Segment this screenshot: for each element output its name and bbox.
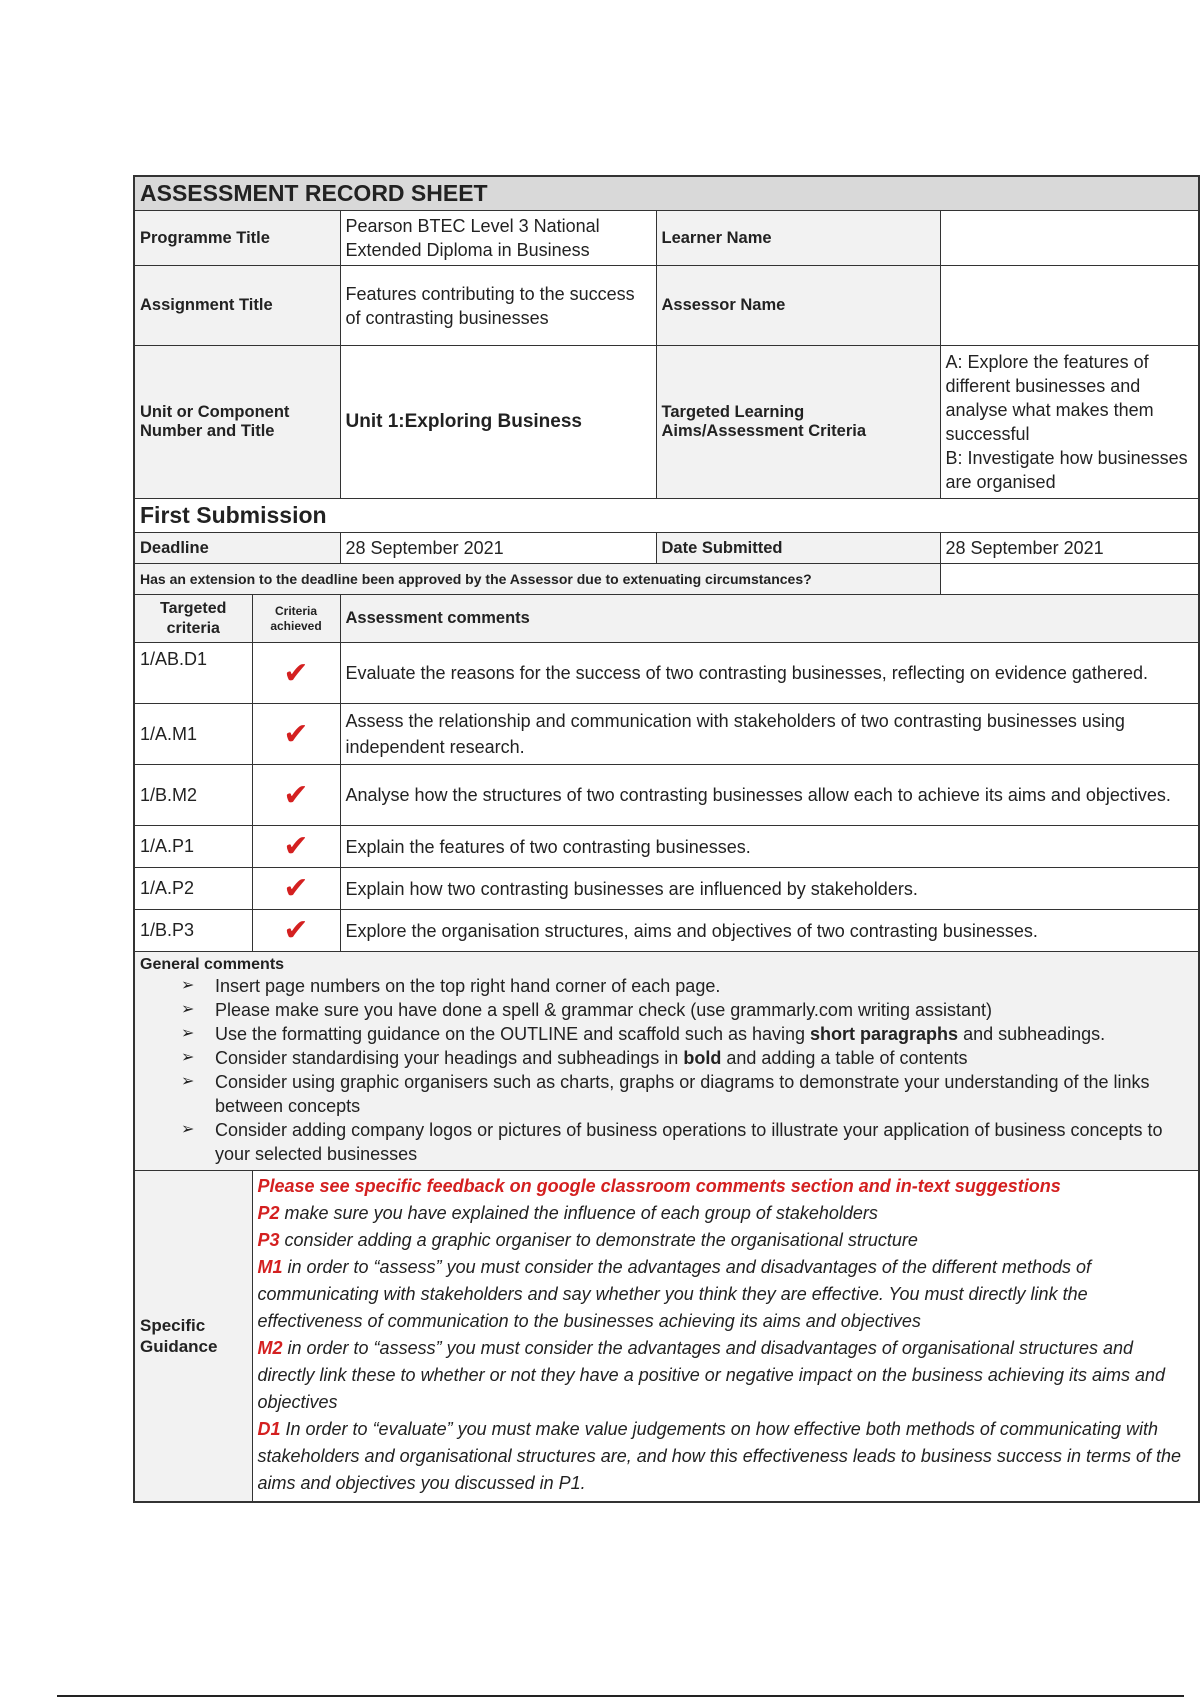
- arrow-bullet-icon: ➢: [181, 1001, 195, 1018]
- criteria-code: 1/B.P3: [134, 910, 252, 952]
- deadline-value: 28 September 2021: [340, 533, 656, 564]
- arrow-bullet-icon: ➢: [181, 1073, 195, 1090]
- criteria-row: [134, 643, 1199, 704]
- unit-value: Unit 1:Exploring Business: [340, 346, 656, 499]
- criteria-achieved-header: Criteria achieved: [252, 595, 340, 643]
- achieved-check-icon: ✔: [252, 704, 340, 765]
- guidance-item: M1 in order to “assess” you must consider the advantages and disadvantages of the different methods of communicating with stakeholders and say whether you think they are effective. You must directly link the effectiveness of communication to the businesses achieving its aims and objectives: [257, 1257, 1091, 1331]
- criteria-code: 1/B.M2: [134, 765, 252, 826]
- extension-value[interactable]: [940, 564, 1199, 595]
- assessor-name-value[interactable]: [940, 266, 1199, 346]
- criteria-row: [134, 765, 1199, 826]
- criteria-header-row: [134, 595, 1199, 643]
- targeted-criteria-header: Targeted criteria: [134, 595, 252, 643]
- criteria-row: [134, 826, 1199, 868]
- criteria-code: 1/A.P1: [134, 826, 252, 868]
- arrow-bullet-icon: ➢: [181, 1049, 195, 1066]
- programme-title-label: Programme Title: [134, 211, 340, 266]
- general-comment-item: ➢ Consider adding company logos or pictures of business operations to illustrate your application of business concepts to your selected businesses: [181, 1120, 1163, 1164]
- unit-row: [134, 346, 1199, 499]
- criteria-comment: Evaluate the reasons for the success of two contrasting businesses, reflecting on evidence gathered.: [340, 643, 1199, 704]
- general-comment-item: ➢ Please make sure you have done a spell & grammar check (use grammarly.com writing assistant): [181, 1000, 992, 1020]
- criteria-row: [134, 868, 1199, 910]
- assignment-row: [134, 266, 1199, 346]
- assignment-title-value: Features contributing to the success of contrasting businesses: [340, 266, 656, 346]
- assessment-comments-header: Assessment comments: [340, 595, 1199, 643]
- general-comments-title: General comments: [140, 956, 285, 973]
- guidance-item: D1 In order to “evaluate” you must make value judgements on how effective both methods of communicating with stakeholders and organisational structures are, and how this effectiveness leads to business success in terms of the aims and objectives you discussed in P1.: [257, 1419, 1181, 1493]
- general-comment-item: ➢ Use the formatting guidance on the OUTLINE and scaffold such as having short paragraphs and subheadings.: [181, 1024, 1106, 1044]
- arrow-bullet-icon: ➢: [181, 977, 195, 994]
- assessor-name-label: Assessor Name: [656, 266, 940, 346]
- guidance-item: P2 make sure you have explained the influence of each group of stakeholders: [257, 1203, 878, 1223]
- assignment-title-label: Assignment Title: [134, 266, 340, 346]
- programme-row: [134, 211, 1199, 266]
- criteria-row: [134, 704, 1199, 765]
- achieved-check-icon: ✔: [252, 643, 340, 704]
- criteria-comment: Explore the organisation structures, aims and objectives of two contrasting businesses.: [340, 910, 1199, 952]
- criteria-row: [134, 910, 1199, 952]
- general-comments-cell: [134, 952, 1199, 1171]
- unit-label: Unit or Component Number and Title: [134, 346, 340, 499]
- achieved-check-icon: ✔: [252, 765, 340, 826]
- criteria-code: 1/A.P2: [134, 868, 252, 910]
- general-comment-item: ➢ Consider standardising your headings and subheadings in bold and adding a table of contents: [181, 1048, 968, 1068]
- extension-row: [134, 564, 1199, 595]
- criteria-comment: Explain the features of two contrasting businesses.: [340, 826, 1199, 868]
- criteria-comment: Explain how two contrasting businesses are influenced by stakeholders.: [340, 868, 1199, 910]
- arrow-bullet-icon: ➢: [181, 1025, 195, 1042]
- specific-guidance-row: [134, 1171, 1199, 1503]
- criteria-code: 1/A.M1: [134, 704, 252, 765]
- general-comments-row: [134, 952, 1199, 1171]
- general-comments-list: [140, 974, 1193, 1166]
- first-submission-heading: First Submission: [134, 499, 1199, 533]
- criteria-comment: Analyse how the structures of two contrasting businesses allow each to achieve its aims and objectives.: [340, 765, 1199, 826]
- specific-guidance-cell: [252, 1171, 1199, 1503]
- specific-guidance-intro: Please see specific feedback on google classroom comments section and in-text suggestions: [257, 1176, 1061, 1196]
- first-submission-row: [134, 499, 1199, 533]
- learner-name-label: Learner Name: [656, 211, 940, 266]
- general-comment-item: ➢ Insert page numbers on the top right hand corner of each page.: [181, 976, 721, 996]
- guidance-item: M2 in order to “assess” you must consider the advantages and disadvantages of organisational structures and directly link these to whether or not they have a positive or negative impact on the business achieving its aims and objectives: [257, 1338, 1165, 1412]
- programme-title-value: Pearson BTEC Level 3 National Extended Diploma in Business: [340, 211, 656, 266]
- sheet-title: ASSESSMENT RECORD SHEET: [134, 176, 1199, 211]
- aim-a: A: Explore the features of different businesses and analyse what makes them successful: [945, 352, 1154, 444]
- deadline-row: [134, 533, 1199, 564]
- general-comment-item: ➢ Consider using graphic organisers such as charts, graphs or diagrams to demonstrate your understanding of the links between concepts: [181, 1072, 1150, 1116]
- extension-question: Has an extension to the deadline been approved by the Assessor due to extenuating circumstances?: [134, 564, 940, 595]
- aim-b: B: Investigate how businesses are organised: [945, 448, 1188, 492]
- achieved-check-icon: ✔: [252, 826, 340, 868]
- targeted-aims-label: Targeted Learning Aims/Assessment Criteria: [656, 346, 940, 499]
- date-submitted-value: 28 September 2021: [940, 533, 1199, 564]
- guidance-item: P3 consider adding a graphic organiser to demonstrate the organisational structure: [257, 1230, 918, 1250]
- arrow-bullet-icon: ➢: [181, 1121, 195, 1138]
- achieved-check-icon: ✔: [252, 910, 340, 952]
- achieved-check-icon: ✔: [252, 868, 340, 910]
- criteria-code: 1/AB.D1: [134, 643, 252, 704]
- assessment-record-sheet: [133, 175, 1200, 1503]
- sheet-title-row: [134, 176, 1199, 211]
- specific-guidance-label: Specific Guidance: [134, 1171, 252, 1503]
- criteria-comment: Assess the relationship and communication with stakeholders of two contrasting businesses using independent research.: [340, 704, 1199, 765]
- page-bottom-rule: [57, 1695, 1184, 1697]
- learner-name-value[interactable]: [940, 211, 1199, 266]
- date-submitted-label: Date Submitted: [656, 533, 940, 564]
- deadline-label: Deadline: [134, 533, 340, 564]
- targeted-aims-value: [940, 346, 1199, 499]
